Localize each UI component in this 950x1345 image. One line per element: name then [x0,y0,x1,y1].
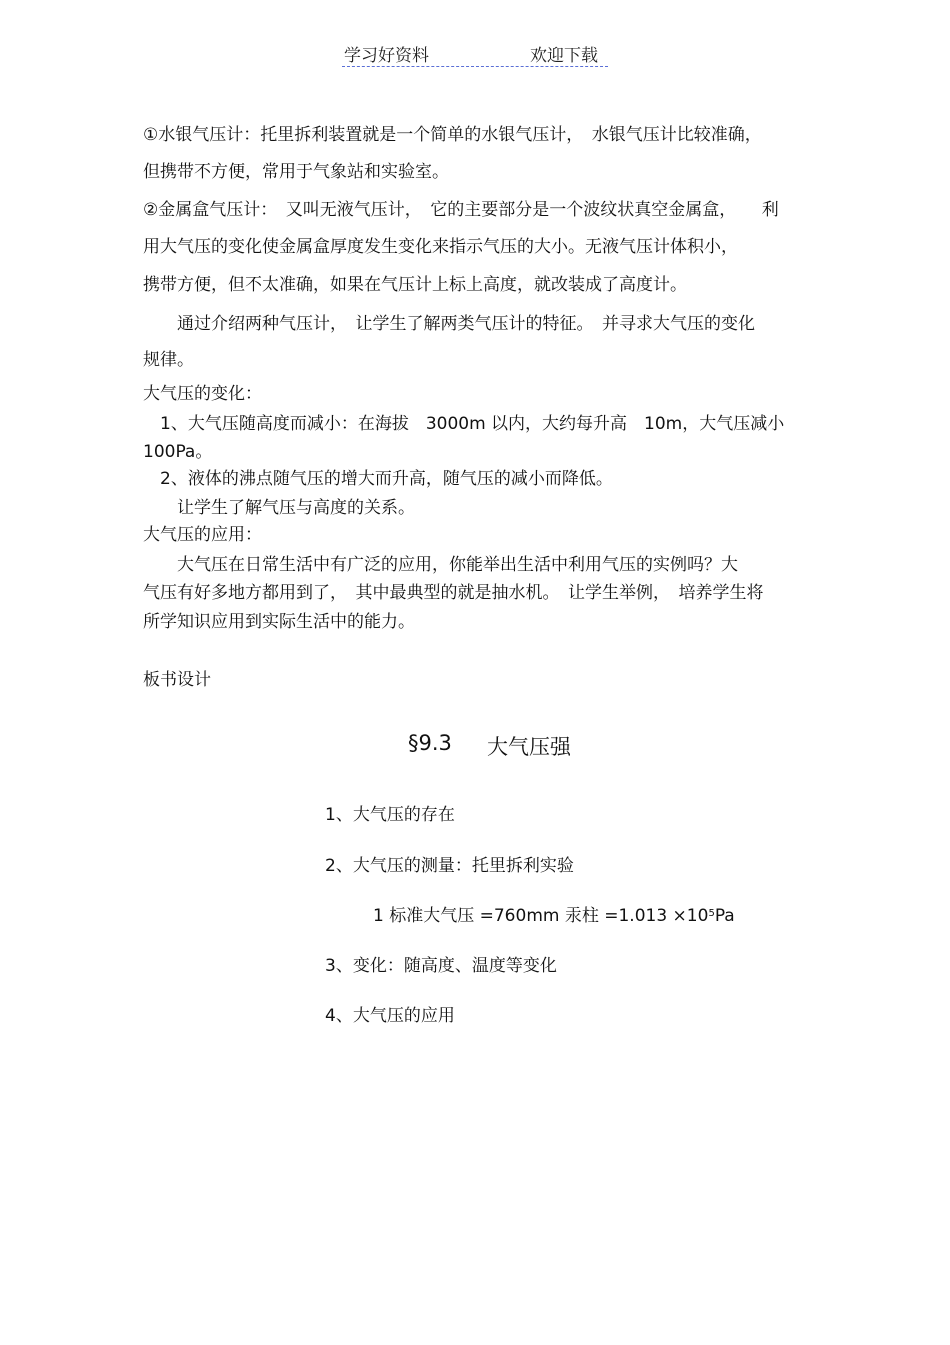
body-line: ②金属盒气压计： 又叫无液气压计， 它的主要部分是一个波纹状真空金属盒， 利 [143,200,779,220]
body-line: ①水银气压计：托里拆利装置就是一个简单的水银气压计， 水银气压计比较准确， [143,125,762,145]
body-line: 所学知识应用到实际生活中的能力。 [143,612,415,632]
header-right-text: 欢迎下载 [530,46,598,66]
board-section-number: §9.3 [408,731,452,755]
body-line: 2、液体的沸点随气压的增大而升高，随气压的减小而降低。 [143,469,613,489]
section-heading: 大气压的应用： [143,525,262,545]
board-item: 4、大气压的应用 [325,1006,455,1026]
board-item: 2、大气压的测量：托里拆利实验 [325,856,574,876]
body-line: 1、大气压随高度而减小：在海拔 3000m 以内，大约每升高 10m，大气压减小 [143,414,785,434]
board-formula [373,904,735,928]
formula-text: 1 标准大气压 =760mm 汞柱 =1.013 ×10 [373,906,709,926]
body-line: 用大气压的变化使金属盒厚度发生变化来指示气压的大小。无液气压计体积小， [143,237,738,257]
body-line: 气压有好多地方都用到了， 其中最典型的就是抽水机。 让学生举例， 培养学生将 [143,583,764,603]
body-line: 让学生了解气压与高度的关系。 [143,498,415,518]
body-line: 100Pa。 [143,442,213,462]
board-item: 3、变化：随高度、温度等变化 [325,956,557,976]
body-line: 通过介绍两种气压计， 让学生了解两类气压计的特征。 并寻求大气压的变化 [143,314,755,334]
formula-unit: Pa [714,906,735,926]
body-line: 携带方便，但不太准确，如果在气压计上标上高度，就改装成了高度计。 [143,275,687,295]
body-line: 但携带不方便，常用于气象站和实验室。 [143,162,449,182]
header-left-text: 学习好资料 [344,46,429,66]
formula-exponent: 5 [708,908,715,919]
body-line: 规律。 [143,350,194,370]
section-heading: 大气压的变化： [143,384,262,404]
body-line: 大气压在日常生活中有广泛的应用，你能举出生活中利用气压的实例吗？大 [143,555,738,575]
board-title: 大气压强 [487,735,571,759]
section-heading: 板书设计 [143,670,211,690]
board-item: 1、大气压的存在 [325,805,455,825]
page-header [342,40,608,67]
